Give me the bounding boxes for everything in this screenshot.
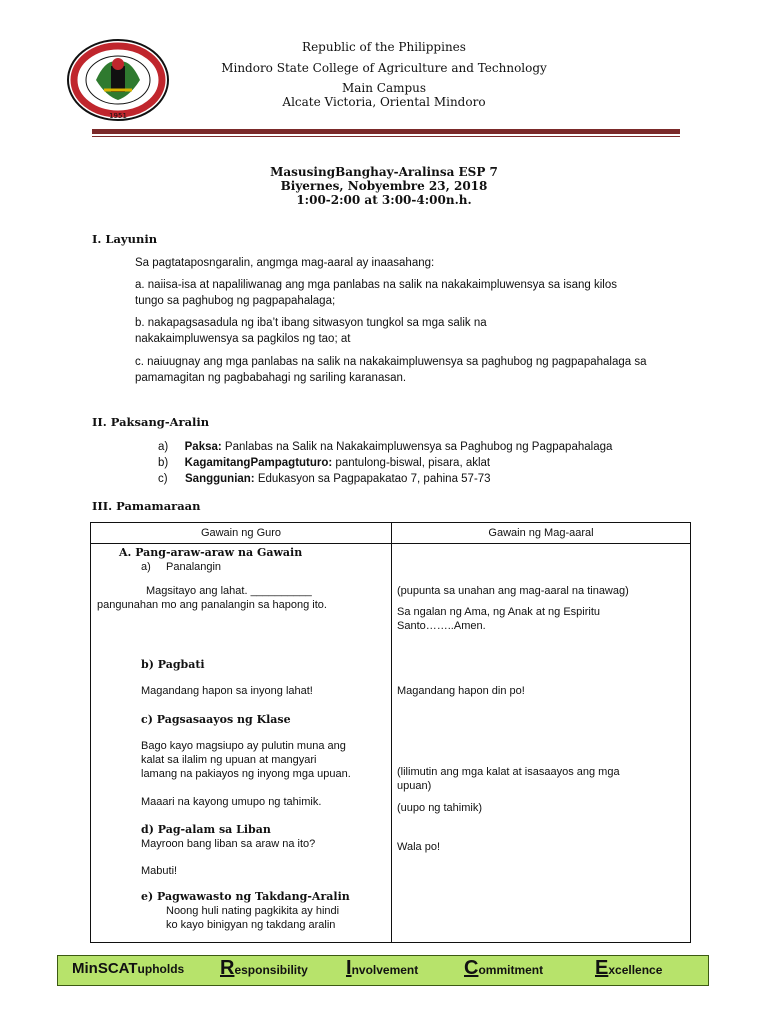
- response-umupo: (uupo ng tahimik): [397, 802, 482, 814]
- pagsasaayos-heading: c) Pagsasaayos ng Klase: [141, 713, 291, 726]
- header-address: Alcate Victoria, Oriental Mindoro: [282, 95, 486, 109]
- paksa-item: [158, 439, 612, 455]
- sanggunian-text: Edukasyon sa Pagpapakatao 7, pahina 57-73: [254, 473, 491, 485]
- sanggunian-label: Sanggunian:: [185, 473, 255, 485]
- liban-line2: Mabuti!: [141, 865, 178, 877]
- doc-date: Biyernes, Nobyembre 23, 2018: [280, 179, 488, 193]
- response-panalangin: (pupunta sa unahan ang mag-aaral na tinawag): [397, 585, 629, 597]
- objective-c-line1: c. naiuugnay ang mga panlabas na salik na nakakaimpluwensya sa paghubog ng pagpapahalaga sa: [135, 356, 647, 368]
- panalangin-label: Panalangin: [166, 561, 222, 573]
- liban-line1: Mayroon bang liban sa araw na ito?: [141, 838, 316, 850]
- paksa-text: Panlabas na Salik na Nakakaimpluwensya sa Paghubog ng Pagpapahalaga: [221, 441, 613, 453]
- col-header-guro: Gawain ng Guro: [91, 523, 392, 544]
- footer-responsibility: [220, 957, 308, 980]
- footer-brand: [72, 960, 184, 977]
- footer-c-rest: ommitment: [478, 963, 544, 977]
- pagsasaayos-line1: Bago kayo magsiupo ay pulutin muna ang: [141, 740, 346, 752]
- response-liban: Wala po!: [397, 841, 441, 853]
- doc-time: 1:00-2:00 at 3:00-4:00n.h.: [296, 193, 472, 207]
- paksa-marker: a): [158, 441, 169, 453]
- footer-excellence: [595, 957, 662, 980]
- response-prayer-line1: Sa ngalan ng Ama, ng Anak at ng Espiritu: [397, 606, 601, 618]
- kagamitan-item: [158, 455, 490, 471]
- logo-year: 1951: [109, 112, 127, 120]
- header-campus: Main Campus: [341, 81, 427, 95]
- step-a-heading: A. Pang-araw-araw na Gawain: [119, 546, 303, 559]
- pagbati-heading: b) Pagbati: [141, 658, 205, 671]
- pamamaraan-table: [90, 522, 691, 943]
- liban-heading: d) Pag-alam sa Liban: [141, 823, 271, 836]
- section-pamamaraan-heading: III. Pamamaraan: [92, 499, 201, 513]
- col-header-magaaral: Gawain ng Mag-aaral: [392, 523, 691, 544]
- objective-c-line2: pamamagitan ng pagbabahagi ng sariling karanasan.: [135, 372, 407, 384]
- pagsasaayos-line2: kalat sa ilalim ng upuan at mangyari: [141, 754, 317, 766]
- panalangin-marker: a): [141, 561, 151, 573]
- footer-brand-name: MinSCAT: [72, 960, 138, 977]
- kagamitan-label: KagamitangPampagtuturo:: [184, 457, 333, 469]
- kagamitan-marker: b): [158, 457, 169, 469]
- section-paksang-aralin-heading: II. Paksang-Aralin: [92, 415, 210, 429]
- pagbati-text: Magandang hapon sa inyong lahat!: [141, 685, 313, 697]
- takdang-aralin-line2: ko kayo binigyan ng takdang aralin: [166, 919, 336, 931]
- panalangin-line2: pangunahan mo ang panalangin sa hapong ito.: [97, 599, 327, 611]
- pagsasaayos-line4: Maaari na kayong umupo ng tahimik.: [141, 796, 322, 808]
- header-republic: Republic of the Philippines: [302, 40, 466, 54]
- footer-r-letter: R: [220, 957, 235, 979]
- objective-a-line2: tungo sa paghubog ng pagpapahalaga;: [135, 295, 336, 307]
- sanggunian-item: [158, 471, 491, 487]
- footer-i-letter: I: [346, 957, 352, 979]
- header-rule-thick: [92, 129, 680, 134]
- doc-title: MasusingBanghay-Aralinsa ESP 7: [270, 165, 498, 179]
- panalangin-line1: Magsitayo ang lahat. __________: [146, 585, 312, 597]
- footer-motto-banner: [57, 955, 709, 986]
- objective-b-line2: nakakaimpluwensya sa pagkilos ng tao; at: [135, 333, 351, 345]
- response-pagbati: Magandang hapon din po!: [397, 685, 525, 697]
- footer-involvement: [346, 957, 418, 980]
- footer-e-rest: xcellence: [608, 963, 663, 977]
- footer-r-rest: esponsibility: [234, 963, 308, 977]
- magaaral-cell: [392, 544, 691, 943]
- kagamitan-text: pantulong-biswal, pisara, aklat: [332, 457, 491, 469]
- response-prayer-line2: Santo……..Amen.: [397, 620, 486, 632]
- footer-i-rest: nvolvement: [351, 963, 419, 977]
- guro-cell: [91, 544, 392, 943]
- paksa-label: Paksa:: [184, 441, 222, 453]
- takdang-aralin-line1: Noong huli nating pagkikita ay hindi: [166, 905, 340, 917]
- takdang-aralin-heading: e) Pagwawasto ng Takdang-Aralin: [141, 890, 350, 903]
- header-rule-thin: [92, 136, 680, 137]
- response-pagsasaayos-line1: (lilimutin ang mga kalat at isasaayos ang mga: [397, 766, 620, 778]
- header-college: Mindoro State College of Agriculture and Technology: [221, 61, 547, 75]
- objective-a-line1: a. naiisa-isa at napaliliwanag ang mga panlabas na salik na nakakaimpluwensya sa isang kilos: [135, 279, 618, 291]
- section-layunin-heading: I. Layunin: [92, 232, 158, 246]
- sanggunian-marker: c): [158, 473, 168, 485]
- footer-e-letter: E: [595, 957, 609, 979]
- footer-upholds: upholds: [137, 962, 185, 976]
- response-pagsasaayos-line2: upuan): [397, 780, 432, 792]
- pagsasaayos-line3: lamang na pakiayos ng inyong mga upuan.: [141, 768, 351, 780]
- layunin-intro: Sa pagtataposngaralin, angmga mag-aaral ay inaasahang:: [135, 257, 435, 269]
- objective-b-line1: b. nakapagsasadula ng iba’t ibang sitwasyon tungkol sa mga salik na: [135, 317, 487, 329]
- footer-commitment: [464, 957, 543, 980]
- footer-c-letter: C: [464, 957, 479, 979]
